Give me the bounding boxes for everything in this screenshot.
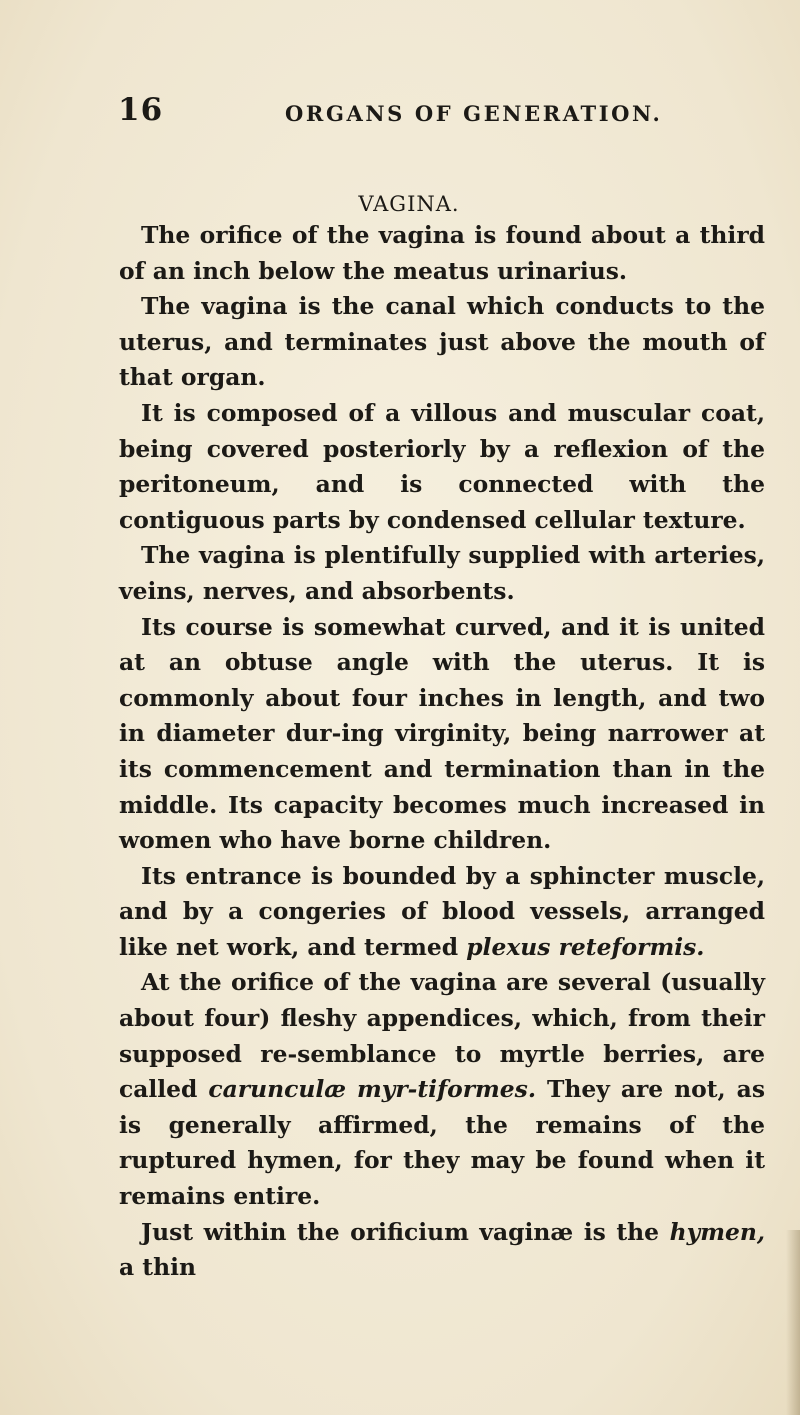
paragraph: The vagina is the canal which conducts to the uterus, and terminates just above the mouth of that organ.	[119, 292, 765, 392]
paragraph: The vagina is plentifully supplied with arteries, veins, nerves, and absorbents.	[119, 541, 765, 605]
running-title: ORGANS OF GENERATION.	[285, 101, 663, 126]
paragraph	[119, 859, 765, 966]
italic-term: hymen,	[669, 1217, 765, 1246]
paragraph: Its course is somewhat curved, and it is united at an obtuse angle with the uterus. It is commonly about four inches in length, and two in diameter dur-ing virginity, being narrower at its commencement and termination than in the middle. Its capacity becomes much increased in women who have borne children.	[119, 612, 765, 855]
paragraph-text: At the orifice of the vagina are several (usually about four) fleshy appendices, which, from their supposed re-semblance to myrtle berries, are called	[119, 968, 765, 1104]
paragraph	[119, 1215, 765, 1286]
paragraph: It is composed of a villous and muscular coat, being covered posteriorly by a reflexion of the peritoneum, and is connected with the contiguous parts by condensed cellular texture.	[119, 398, 765, 534]
paragraph	[119, 965, 765, 1214]
paragraph-text: They are not, as is generally affirmed, the remains of the ruptured hymen, for they may be found when it remains entire.	[119, 1075, 765, 1211]
paragraph-text: Just within the orificium vaginæ is the	[141, 1217, 670, 1246]
italic-term: plexus reteformis.	[466, 932, 705, 961]
page-header	[0, 92, 800, 132]
section-heading: VAGINA.	[358, 192, 460, 216]
paragraph: The orifice of the vagina is found about a third of an inch below the meatus urinarius.	[119, 221, 765, 285]
paragraph-text: Its entrance is bounded by a sphincter muscle, and by a congeries of blood vessels, arranged like net work, and termed	[119, 861, 765, 961]
page-number: 16	[118, 92, 164, 128]
paragraph-text: a thin	[119, 1253, 197, 1282]
page-edge-shadow	[786, 1230, 800, 1415]
italic-term: carunculæ myr-tiformes.	[208, 1075, 536, 1104]
body-text	[119, 218, 765, 1286]
